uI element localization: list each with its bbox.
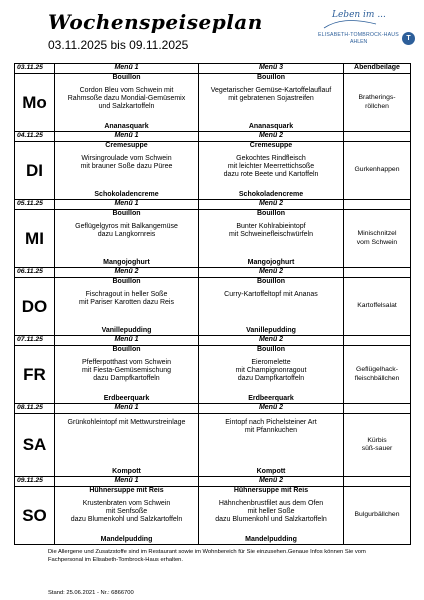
evening-header-empty bbox=[344, 477, 411, 487]
day-body-row bbox=[15, 74, 411, 132]
evening-header-empty bbox=[344, 132, 411, 142]
main-dish-line: mit leichter Meerrettichsoße bbox=[227, 163, 315, 171]
main-dish bbox=[55, 419, 198, 427]
soup: Bouillon bbox=[257, 74, 285, 81]
main-dish-line: dazu Dampfkartoffeln bbox=[237, 375, 305, 383]
day-body-row bbox=[15, 142, 411, 200]
main-dish-line: Pfefferpotthast vom Schwein bbox=[82, 359, 171, 366]
main-dish-line: mit Pfannkuchen bbox=[244, 427, 298, 435]
dish-cell-right bbox=[199, 142, 344, 200]
logo-org-city: AHLEN bbox=[350, 39, 368, 45]
dessert: Mandelpudding bbox=[245, 536, 297, 543]
soup: Bouillon bbox=[112, 74, 141, 81]
day-name: DO bbox=[15, 278, 55, 336]
evening-line: vom Schwein bbox=[356, 238, 398, 246]
menu-table bbox=[14, 63, 411, 545]
dish-cell-left bbox=[55, 142, 199, 200]
dessert: Kompott bbox=[256, 468, 286, 475]
dish-cell-left bbox=[55, 74, 199, 132]
main-dish-line: Cordon Bleu vom Schwein mit bbox=[79, 87, 174, 94]
day-header-row bbox=[15, 64, 411, 74]
evening-line: Geflügelhack- bbox=[356, 366, 398, 373]
menu-label-right: Menü 2 bbox=[199, 336, 344, 346]
evening-header-empty bbox=[344, 268, 411, 278]
main-dish-line: Fischragout in heller Soße bbox=[85, 291, 168, 298]
main-dish-line: mit Fiesta-Gemüsemischung bbox=[81, 367, 172, 375]
main-dish bbox=[55, 291, 198, 307]
logo-swirl-icon bbox=[322, 16, 378, 30]
main-dish-line: Grünkohleintopf mit Mettwurstreinlage bbox=[67, 419, 186, 426]
evening-line: Bratherings- bbox=[358, 94, 396, 101]
main-dish bbox=[199, 87, 343, 103]
main-dish-line: mit Champignonragout bbox=[235, 367, 307, 375]
evening-line: süß-sauer bbox=[361, 445, 393, 452]
dessert: Mandelpudding bbox=[100, 536, 153, 543]
main-dish-line: mit heller Soße bbox=[247, 508, 295, 516]
main-dish-line: Gekochtes Rindfleisch bbox=[236, 155, 306, 162]
main-dish bbox=[199, 419, 343, 435]
menu-label-left: Menü 1 bbox=[55, 404, 199, 414]
evening-header: Abendbeilage bbox=[344, 64, 411, 74]
main-dish bbox=[199, 223, 343, 239]
main-dish-line: mit brauner Soße dazu Püree bbox=[80, 163, 173, 171]
day-name: SO bbox=[15, 487, 55, 545]
dish-cell-right bbox=[199, 414, 344, 477]
main-dish bbox=[55, 87, 198, 112]
evening-line: Kürbis bbox=[367, 436, 387, 444]
menu-label-right: Menü 2 bbox=[199, 132, 344, 142]
soup: Bouillon bbox=[112, 346, 141, 353]
day-body-row bbox=[15, 414, 411, 477]
day-body-row bbox=[15, 278, 411, 336]
main-dish-line: Vegetarischer Gemüse-Kartoffelauflauf bbox=[210, 87, 332, 94]
main-dish-line: dazu Blumenkohl und Salzkartoffeln bbox=[70, 516, 183, 524]
logo bbox=[318, 10, 418, 50]
menu-label-left: Menü 2 bbox=[55, 268, 199, 278]
evening-header-empty bbox=[344, 404, 411, 414]
menu-label-right: Menü 3 bbox=[199, 64, 344, 74]
main-dish-line: mit Schweinefleischwürfeln bbox=[228, 231, 314, 239]
main-dish-line: Krustenbraten vom Schwein bbox=[82, 500, 171, 507]
evening-line: Bulgurbällchen bbox=[354, 511, 400, 519]
evening-side-dish bbox=[344, 414, 411, 477]
dessert: Kompott bbox=[112, 468, 141, 475]
day-header-row bbox=[15, 268, 411, 278]
menu-label-right: Menü 2 bbox=[199, 200, 344, 210]
main-dish bbox=[55, 223, 198, 239]
page-title: Wochenspeiseplan bbox=[48, 10, 263, 34]
soup: Cremesuppe bbox=[249, 142, 293, 149]
main-dish-line: dazu Dampfkartoffeln bbox=[93, 375, 160, 383]
dish-cell-right bbox=[199, 346, 344, 404]
evening-side-dish bbox=[344, 487, 411, 545]
day-name: Mo bbox=[15, 74, 55, 132]
day-name: MI bbox=[15, 210, 55, 268]
evening-header-empty bbox=[344, 336, 411, 346]
main-dish-line: Bunter Kohlrabieintopf bbox=[236, 223, 306, 230]
evening-line: röllchen bbox=[365, 102, 389, 110]
evening-line: Gurkenhappen bbox=[354, 166, 400, 174]
day-header-row bbox=[15, 132, 411, 142]
evening-side-dish bbox=[344, 142, 411, 200]
menu-label-left: Menü 1 bbox=[55, 64, 199, 74]
day-name: FR bbox=[15, 346, 55, 404]
soup: Hühnersuppe mit Reis bbox=[233, 487, 309, 494]
main-dish-line: Curry-Kartoffeltopf mit Ananas bbox=[224, 291, 318, 298]
day-date: 05.11.25 bbox=[15, 200, 55, 210]
main-dish-line: mit Senfsoße bbox=[105, 508, 148, 516]
logo-org-name: ELISABETH-TOMBROCK-HAUS bbox=[318, 32, 399, 38]
day-date: 09.11.25 bbox=[15, 477, 55, 487]
evening-line: Kartoffelsalat bbox=[357, 302, 397, 310]
dessert: Erdbeerquark bbox=[103, 395, 150, 402]
main-dish-line: und Salzkartoffeln bbox=[98, 103, 155, 111]
dessert: Schokoladencreme bbox=[238, 191, 304, 198]
main-dish bbox=[55, 500, 198, 525]
evening-side-dish bbox=[344, 346, 411, 404]
menu-label-left: Menü 1 bbox=[55, 336, 199, 346]
dish-cell-right bbox=[199, 210, 344, 268]
main-dish-line: Rahmsoße dazu Mondial-Gemüsemix bbox=[67, 95, 186, 103]
day-date: 06.11.25 bbox=[15, 268, 55, 278]
dish-cell-left bbox=[55, 210, 199, 268]
dish-cell-right bbox=[199, 487, 344, 545]
soup: Hühnersuppe mit Reis bbox=[89, 487, 164, 494]
evening-line: fleischbällchen bbox=[354, 374, 400, 382]
evening-side-dish bbox=[344, 74, 411, 132]
logo-emblem-icon: T bbox=[402, 32, 415, 45]
main-dish-line: Eieromelette bbox=[251, 359, 291, 366]
dish-cell-right bbox=[199, 74, 344, 132]
soup: Bouillon bbox=[112, 210, 141, 217]
evening-header-empty bbox=[344, 200, 411, 210]
day-body-row bbox=[15, 487, 411, 545]
day-header-row bbox=[15, 336, 411, 346]
main-dish bbox=[199, 359, 343, 384]
main-dish-line: dazu rote Beete und Kartoffeln bbox=[223, 171, 319, 179]
main-dish-line: dazu Langkornreis bbox=[97, 231, 156, 239]
evening-side-dish bbox=[344, 278, 411, 336]
soup: Cremesuppe bbox=[105, 142, 148, 149]
day-name: SA bbox=[15, 414, 55, 477]
day-header-row bbox=[15, 477, 411, 487]
main-dish-line: Geflügelgyros mit Balkangemüse bbox=[75, 223, 178, 230]
day-header-row bbox=[15, 200, 411, 210]
allergen-note: Die Allergene und Zusatzstoffe sind im Restaurant sowie im Wohnbereich für Sie einzusehen.Genaue Infos können Sie vom Fachpersonal im Elisabeth-Tombrock-Haus erhalten. bbox=[48, 549, 366, 563]
main-dish-line: mit Pariser Karotten dazu Reis bbox=[79, 299, 174, 307]
day-date: 07.11.25 bbox=[15, 336, 55, 346]
day-date: 03.11.25 bbox=[15, 64, 55, 74]
day-date: 08.11.25 bbox=[15, 404, 55, 414]
menu-label-right: Menü 2 bbox=[199, 268, 344, 278]
evening-line: Minischnitzel bbox=[357, 230, 397, 237]
dessert: Vanillepudding bbox=[246, 327, 296, 334]
dessert: Erdbeerquark bbox=[248, 395, 294, 402]
menu-label-right: Menü 2 bbox=[199, 477, 344, 487]
menu-label-right: Menü 2 bbox=[199, 404, 344, 414]
menu-label-left: Menü 1 bbox=[55, 477, 199, 487]
main-dish-line: Wirsingroulade vom Schwein bbox=[81, 155, 172, 162]
main-dish bbox=[55, 155, 198, 171]
soup: Bouillon bbox=[257, 346, 285, 353]
dish-cell-left bbox=[55, 346, 199, 404]
main-dish-line: Eintopf nach Pichelsteiner Art bbox=[225, 419, 317, 426]
main-dish bbox=[55, 359, 198, 384]
main-dish-line: dazu Blumenkohl und Salzkartoffeln bbox=[215, 516, 327, 524]
menu-label-left: Menü 1 bbox=[55, 132, 199, 142]
dish-cell-right bbox=[199, 278, 344, 336]
main-dish bbox=[199, 155, 343, 180]
day-header-row bbox=[15, 404, 411, 414]
dessert: Schokoladencreme bbox=[94, 191, 159, 198]
dessert: Mangojoghurt bbox=[103, 259, 150, 266]
dish-cell-left bbox=[55, 278, 199, 336]
day-body-row bbox=[15, 346, 411, 404]
menu-label-left: Menü 1 bbox=[55, 200, 199, 210]
day-date: 04.11.25 bbox=[15, 132, 55, 142]
day-body-row bbox=[15, 210, 411, 268]
dish-cell-left bbox=[55, 414, 199, 477]
soup: Bouillon bbox=[112, 278, 141, 285]
soup: Bouillon bbox=[257, 278, 285, 285]
dessert: Mangojoghurt bbox=[247, 259, 295, 266]
dish-cell-left bbox=[55, 487, 199, 545]
dessert: Ananasquark bbox=[248, 123, 294, 130]
day-name: DI bbox=[15, 142, 55, 200]
main-dish-line: Hähnchenbrustfilet aus dem Ofen bbox=[218, 500, 324, 507]
main-dish-line: mit gebratenen Sojastreifen bbox=[228, 95, 314, 103]
main-dish bbox=[199, 500, 343, 525]
main-dish bbox=[199, 291, 343, 299]
stand-info: Stand: 25.06.2021 - Nr.: 6866700 bbox=[48, 590, 134, 596]
soup: Bouillon bbox=[257, 210, 285, 217]
dessert: Ananasquark bbox=[104, 123, 149, 130]
date-range: 03.11.2025 bis 09.11.2025 bbox=[48, 38, 189, 52]
dessert: Vanillepudding bbox=[101, 327, 152, 334]
logo-tagline: Leben im ... bbox=[332, 10, 386, 20]
evening-side-dish bbox=[344, 210, 411, 268]
